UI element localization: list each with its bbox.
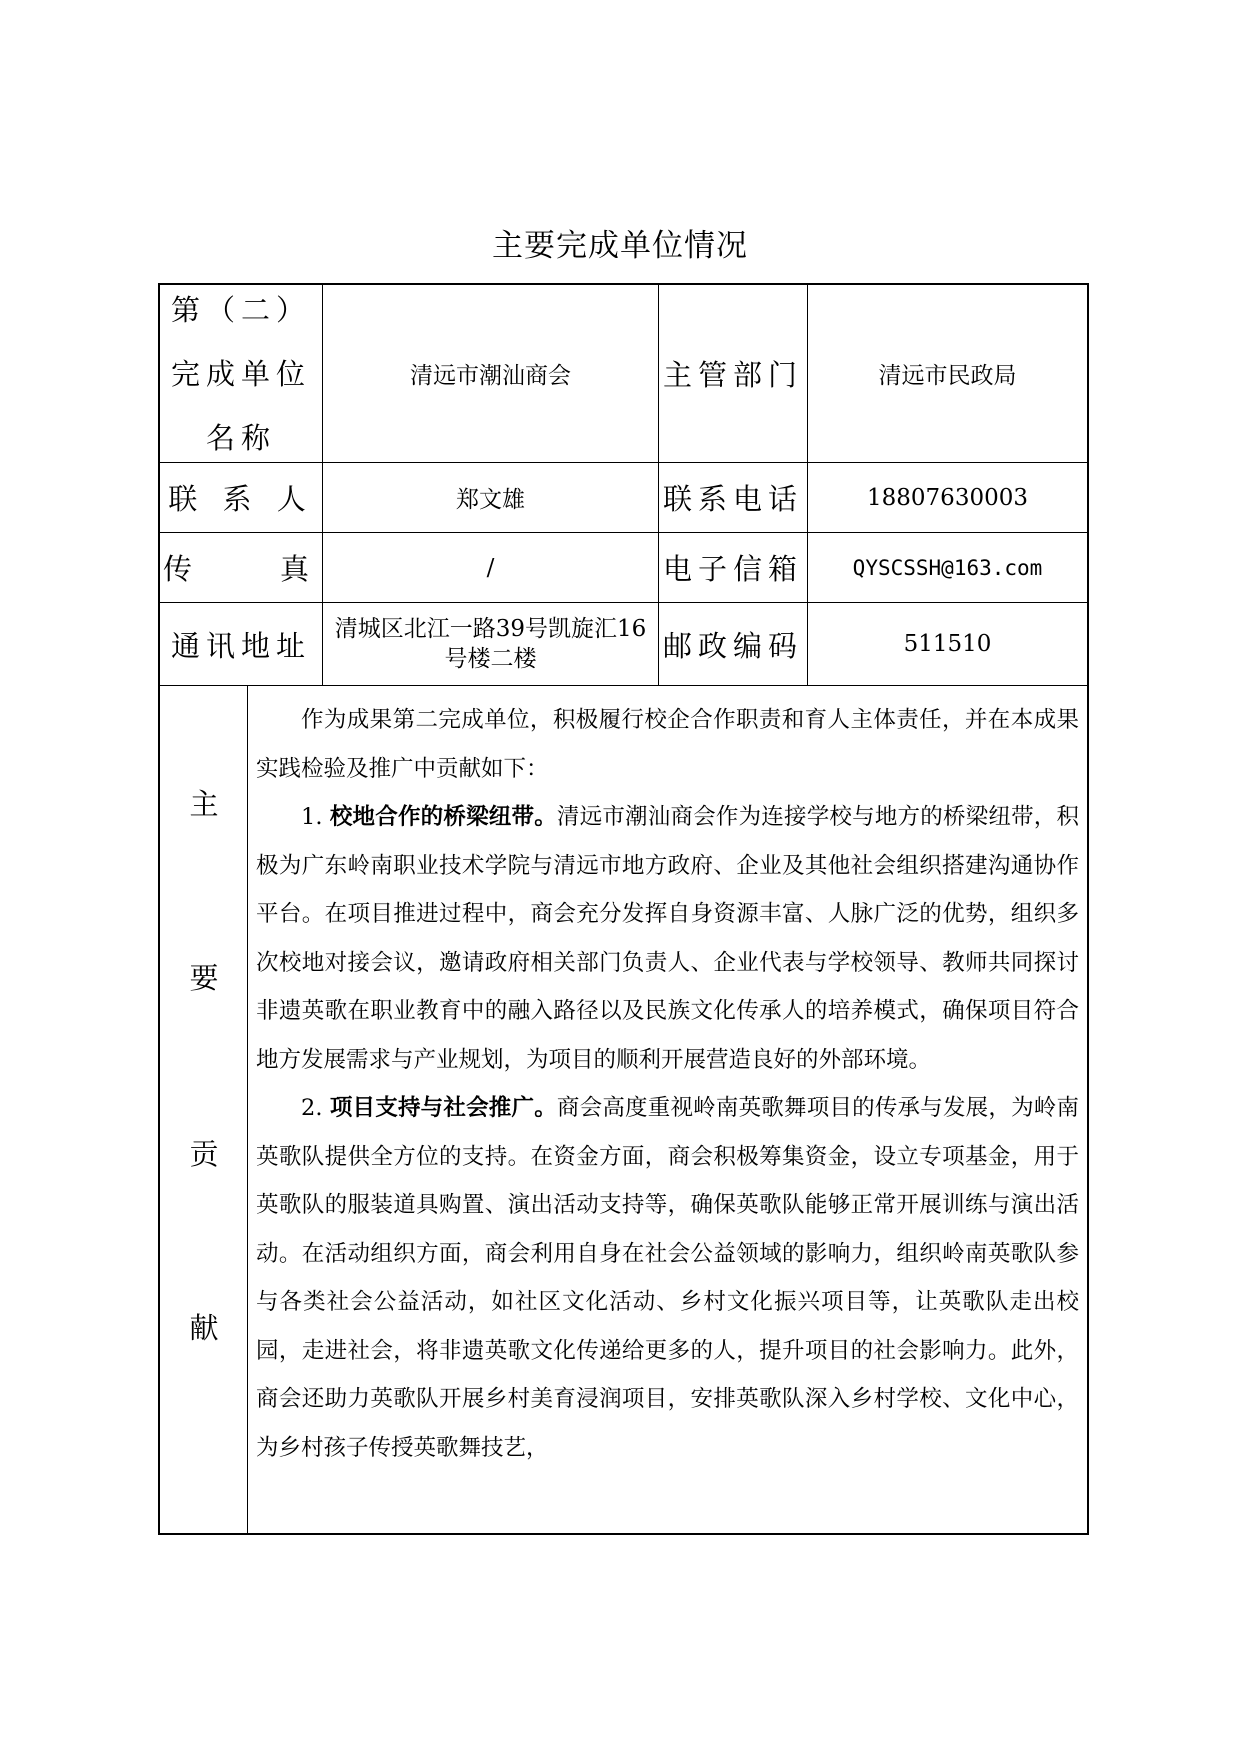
row-contribution: [160, 686, 1087, 1535]
dept-label: 主管部门: [659, 285, 808, 462]
contribution-item-1-text: 清远市潮汕商会作为连接学校与地方的桥梁纽带，积极为广东岭南职业技术学院与清远市地方政府、企业及其他社会组织搭建沟通协作平台。在项目推进过程中，商会充分发挥自身资源丰富、人脉广泛的优势，组织多次校地对接会议，邀请政府相关部门负责人、企业代表与学校领导、教师共同探讨非遗英歌在职业教育中的融入路径以及民族文化传承人的培养模式，确保项目符合地方发展需求与产业规划，为项目的顺利开展营造良好的外部环境。: [256, 804, 1079, 1073]
unit-info-table: [158, 283, 1089, 1535]
fax-label: [160, 533, 323, 602]
contribution-item-2: [256, 1084, 1079, 1472]
phone-label: 联系电话: [659, 463, 808, 532]
row-unit-name: [160, 285, 1087, 463]
row-contact: [160, 463, 1087, 533]
unit-name-label-line-1: 第（二）: [170, 292, 311, 327]
contribution-intro: 作为成果第二完成单位，积极履行校企合作职责和育人主体责任，并在本成果实践检验及推广中贡献如下：: [256, 707, 1079, 782]
address-value: [323, 603, 659, 685]
unit-name-label: [160, 285, 323, 462]
row-address: [160, 603, 1087, 686]
contact-person-label: [160, 463, 323, 532]
postcode-value: 511510: [903, 631, 992, 657]
fax-label-text: 传 真: [162, 552, 319, 586]
fax-value: /: [323, 533, 659, 602]
contribution-item-2-text: 商会高度重视岭南英歌舞项目的传承与发展，为岭南英歌队提供全方位的支持。在资金方面，商会积极筹集资金，设立专项基金，用于英歌队的服装道具购置、演出活动支持等，确保英歌队能够正常开展训练与演出活动。在活动组织方面，商会利用自身在社会公益领域的影响力，组织岭南英歌队参与各类社会公益活动，如社区文化活动、乡村文化振兴项目等，让英歌队走出校园，走进社会，将非遗英歌文化传递给更多的人，提升项目的社会影响力。此外，商会还助力英歌队开展乡村美育浸润项目，安排英歌队深入乡村学校、文化中心，为乡村孩子传授英歌舞技艺，: [256, 1095, 1079, 1461]
email-value: QYSCSSH@163.com: [852, 555, 1043, 580]
phone-value: 18807630003: [867, 484, 1028, 511]
contribution-label: [160, 686, 248, 1535]
contribution-label-char-1: 主: [189, 787, 219, 821]
row-fax: [160, 533, 1087, 603]
contribution-label-char-2: 要: [189, 961, 219, 995]
contribution-item-1: [256, 793, 1079, 1084]
postcode-label: 邮政编码: [659, 603, 808, 685]
email-label: 电子信箱: [659, 533, 808, 602]
contribution-item-2-number: 2.: [301, 1095, 323, 1121]
unit-name-label-line-3: 名称: [205, 420, 276, 455]
contribution-item-1-number: 1.: [301, 804, 323, 830]
address-value-text: 清城区北江一路39号凯旋汇16号楼二楼: [334, 616, 647, 672]
contribution-body: [248, 686, 1087, 1535]
contribution-item-2-heading: 项目支持与社会推广。: [329, 1095, 557, 1121]
contribution-label-char-3: 贡: [189, 1137, 219, 1171]
unit-name-label-line-2: 完成单位: [170, 356, 311, 391]
contact-person-value: 郑文雄: [323, 463, 659, 532]
contact-person-label-text: 联 系 人: [168, 482, 314, 516]
page-title: 主要完成单位情况: [492, 228, 748, 264]
dept-value: 清远市民政局: [878, 363, 1017, 389]
contribution-item-1-heading: 校地合作的桥梁纽带。: [329, 804, 557, 830]
contribution-label-char-4: 献: [189, 1311, 219, 1345]
unit-name-value: 清远市潮汕商会: [323, 285, 659, 462]
address-label: 通讯地址: [160, 603, 323, 685]
